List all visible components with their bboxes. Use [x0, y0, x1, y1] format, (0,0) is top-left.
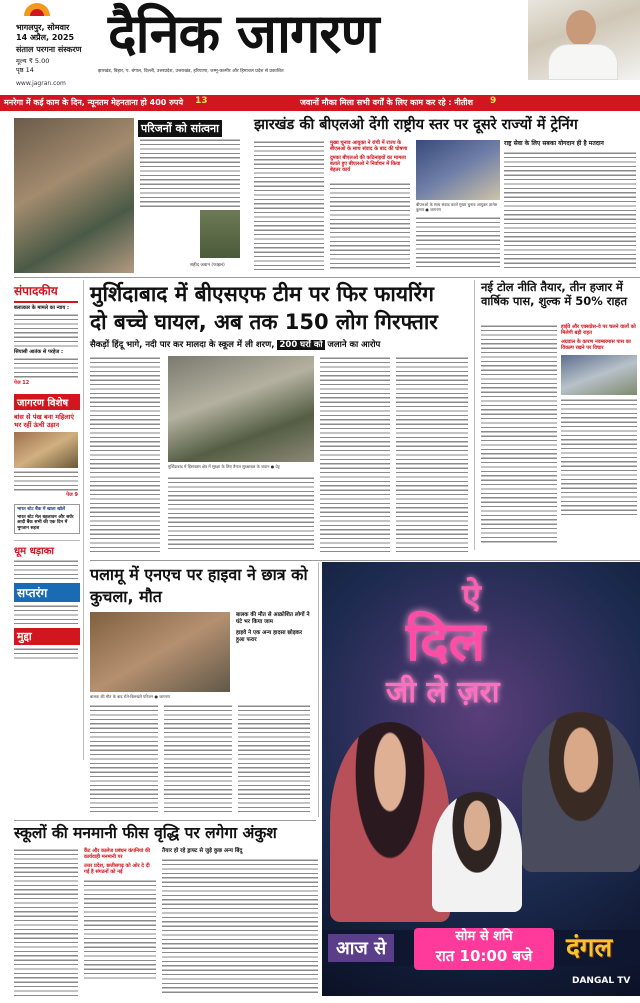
murshidabad-subhead-highlight: 200 घरों को — [279, 340, 323, 350]
jharkhand-text-col3 — [416, 216, 500, 270]
jharkhand-side-box — [504, 140, 636, 270]
toll-bullet-2: अग्रवाल के कारण नवम्बरमास पास का विकल्प रखने पर विचार — [561, 339, 631, 351]
palamu-story — [90, 562, 310, 817]
school-text-col3 — [162, 858, 318, 994]
tv-ad-channel-logo: दंगल — [566, 933, 613, 963]
jagran-vishesh-photo — [14, 432, 78, 468]
dhoom-text — [14, 559, 78, 579]
tv-ad-schedule-days: सोम से शनि — [455, 929, 513, 944]
jharkhand-bullets — [330, 140, 410, 173]
ticker-right[interactable]: जवानों मौका मिला सभी वर्गों के लिए काम कर रहे : नीतीश — [300, 98, 473, 107]
murshidabad-photo-caption: मुर्शिदाबाद में हिंसाग्रस्त क्षेत्र में सुरक्षा के लिए तैनात सुरक्षाबल के जवान ● प्रेट्र — [168, 464, 280, 469]
murshidabad-story — [90, 280, 470, 556]
jharkhand-photo — [416, 140, 500, 200]
sampadkiya-rule — [14, 301, 78, 303]
murshidabad-text-col2 — [168, 476, 314, 552]
jharkhand-side-head: राष्ट्र सेवा के लिए सबका योगदान ही है मतदान — [504, 140, 604, 147]
sampadkiya-page-tag[interactable]: पेज 12 — [14, 380, 30, 386]
soldier-caption: शहीद जवान (फाइल) — [190, 263, 225, 268]
sbi-ad-title: भारत स्टेट बैंक में खाता खोलें — [17, 507, 66, 512]
school-text-col2 — [84, 879, 156, 979]
soldier-photo — [200, 210, 240, 258]
nitish-photo — [528, 0, 640, 80]
tv-ad-title-ae: ऐ — [462, 577, 481, 617]
sbi-ad[interactable] — [14, 504, 80, 534]
sampadkiya-heading: संपादकीय — [14, 284, 58, 298]
divider-bottom — [14, 820, 316, 821]
palamu-text-col1 — [90, 704, 158, 812]
dateline-date: 14 अप्रैल, 2025 — [16, 33, 75, 42]
toll-photo — [561, 355, 637, 395]
palamu-text-col2 — [164, 704, 232, 812]
tv-ad-channel-name: DANGAL TV — [572, 976, 631, 986]
murshidabad-subhead-end: जलाने का आरोप — [327, 340, 381, 350]
ticker-strip — [0, 95, 640, 111]
jagran-vishesh-text — [14, 470, 78, 492]
school-bullet-3: तैयार हो रहे ड्राफ्ट से जुड़े कुछ अन्य बिंदु — [162, 848, 243, 854]
masthead — [0, 0, 640, 95]
tv-ad-schedule — [414, 928, 554, 970]
palamu-text-col3 — [238, 704, 310, 812]
murshidabad-text-col1 — [90, 356, 160, 552]
parijan-text — [140, 138, 240, 208]
palamu-photo-caption: बालक की मौत के बाद रोते-बिलखते परिजन ● जागरण — [90, 694, 170, 699]
dateline-city: भागलपुर, सोमवार — [16, 23, 70, 32]
jharkhand-text-col1 — [254, 140, 324, 270]
sbi-ad-text: भारत स्टेट मेल बहलावन और सर्वर आदी बैंक सभी की एक दिन में भुगतान सहज — [17, 514, 74, 531]
school-story — [14, 822, 318, 1000]
palamu-photo — [90, 612, 230, 692]
page-count: पृष्ठ 14 — [16, 66, 34, 74]
palamu-bullet-1: बालक की मौत से आक्रोशित लोगों ने घंटे भर किया जाम — [236, 612, 310, 625]
price: मूल्य ₹ 5.00 — [16, 57, 50, 65]
website[interactable]: www.jagran.com — [16, 80, 66, 87]
murshidabad-headline-1: मुर्शिदाबाद में बीएसएफ टीम पर फिर फायरिंग — [90, 282, 434, 306]
murshidabad-text-col3 — [320, 356, 390, 552]
toll-text-col2 — [561, 398, 637, 518]
toll-bullet-1: हाईवे और एक्सप्रेस-वे पर चलने वालों को मिलेगी बड़ी राहत — [561, 324, 636, 336]
jharkhand-headline: झारखंड की बीएलओ देंगी राष्ट्रीय स्तर पर दूसरे राज्यों में ट्रेनिंग — [254, 117, 578, 133]
ticker-left[interactable]: मनरेगा में कई काम के दिन, न्यूनतम मेहनताना हो 400 रुपये — [4, 98, 184, 107]
tv-ad[interactable] — [322, 562, 640, 996]
publishing-states: झारखंड, बिहार, प. बंगाल, दिल्ली, उत्तरप्रदेश, उत्तराखंड, हरियाणा, जम्मू-कश्मीर और हिमाचल प्रदेश से प्रकाशित — [98, 69, 284, 74]
tv-ad-title-dil: दिल — [406, 610, 486, 673]
tv-ad-young-man — [432, 792, 522, 912]
tv-ad-schedule-time: रात 10:00 बजे — [435, 947, 533, 965]
jharkhand-bullet-2: दुमका बीएलओ की कठिनाइयों का मामला बताते हुए बीएलओ ने निर्वाचन में किया बेहतर कार्य — [330, 155, 406, 173]
palamu-bullet-2: हाइवे ने एक अन्य हादसा छोड़कर हुआ फरार — [236, 630, 303, 643]
edition-name: संताल परगना संस्करण — [16, 45, 82, 54]
school-headline: स्कूलों की मनमानी फीस वृद्धि पर लगेगा अंकुश — [14, 824, 277, 842]
sampadkiya-item-1: बलात्कार के मामले का न्याय : — [14, 305, 69, 311]
jharkhand-side-text — [504, 151, 636, 269]
tv-ad-aaj-se: आज से — [328, 934, 394, 962]
saptrang-banner[interactable]: सप्तरंग — [14, 583, 80, 602]
divider-top — [14, 277, 640, 278]
school-bullet-1: कैंट और कालेज प्रबंधन कंपनियां की कार्यवाही मनमानी पर — [84, 848, 151, 860]
jagran-vishesh-tag[interactable]: पेज 9 — [66, 492, 78, 498]
jharkhand-story — [248, 116, 640, 274]
school-bullet-2: उत्तर प्रदेश, छत्तीसगढ़ को ओर दे दी गई है संगठनों को नई — [84, 863, 150, 875]
school-text-col1 — [14, 848, 78, 998]
sampadkiya-text-2 — [14, 357, 78, 379]
toll-story — [474, 280, 640, 550]
toll-headline: नई टोल नीति तैयार, तीन हजार में वार्षिक पास, शुल्क में 50% राहत — [481, 280, 628, 308]
divider-mid — [90, 560, 640, 561]
sampadkiya-text-1 — [14, 313, 78, 347]
parijan-story — [14, 118, 242, 273]
tv-ad-title-jile: जी ले ज़रा — [386, 675, 500, 710]
murshidabad-photo — [168, 356, 314, 462]
sampadkiya-item-2: सियासी आतंक से परहेज : — [14, 349, 63, 355]
mudda-text — [14, 647, 78, 661]
ticker-right-page: 9 — [490, 96, 497, 106]
jagran-vishesh-head: बांस से पंख बना महिलाएं भर रहीं ऊंची उड़ान — [14, 413, 74, 429]
tv-ad-man — [522, 712, 640, 872]
logo-sun-icon — [24, 3, 50, 16]
murshidabad-text-col4 — [396, 356, 468, 552]
murshidabad-headline-2: दो बच्चे घायल, अब तक 150 लोग गिरफ्तार — [90, 310, 438, 334]
jagran-vishesh-label: जागरण विशेष — [14, 394, 80, 410]
jharkhand-bullet-1: मुख्य चुनाव आयुक्त ने रांची में राज्य के बीएलओ के साथ संवाद के बाद की घोषणा — [330, 140, 408, 152]
saptrang-text — [14, 604, 78, 624]
toll-text-col1 — [481, 324, 557, 544]
mudda-banner[interactable]: मुद्दा — [14, 628, 80, 645]
dhoom-dhadaka-banner[interactable]: धूम धड़ाका — [14, 540, 80, 557]
murshidabad-subhead-text: सैकड़ों हिंदू भागे, नदी पार कर मालदा के स्कूल में ली शरण, — [90, 340, 275, 350]
sampadkiya-column — [14, 280, 84, 760]
parijan-heading: परिजनों को सांत्वना — [138, 120, 222, 137]
palamu-headline: पलामू में एनएच पर हाइवा ने छात्र को कुचला, मौत — [90, 565, 308, 606]
jharkhand-text-col2 — [330, 182, 410, 270]
parijan-photo — [14, 118, 134, 273]
ticker-left-page: 13 — [195, 96, 208, 106]
jharkhand-photo-caption: बीएलओ के साथ संवाद करते मुख्य चुनाव आयुक्त ज्ञानेश कुमार ● जागरण — [416, 202, 498, 212]
newspaper-title: दैनिक जागरण — [108, 2, 379, 65]
murshidabad-subhead — [90, 339, 470, 350]
